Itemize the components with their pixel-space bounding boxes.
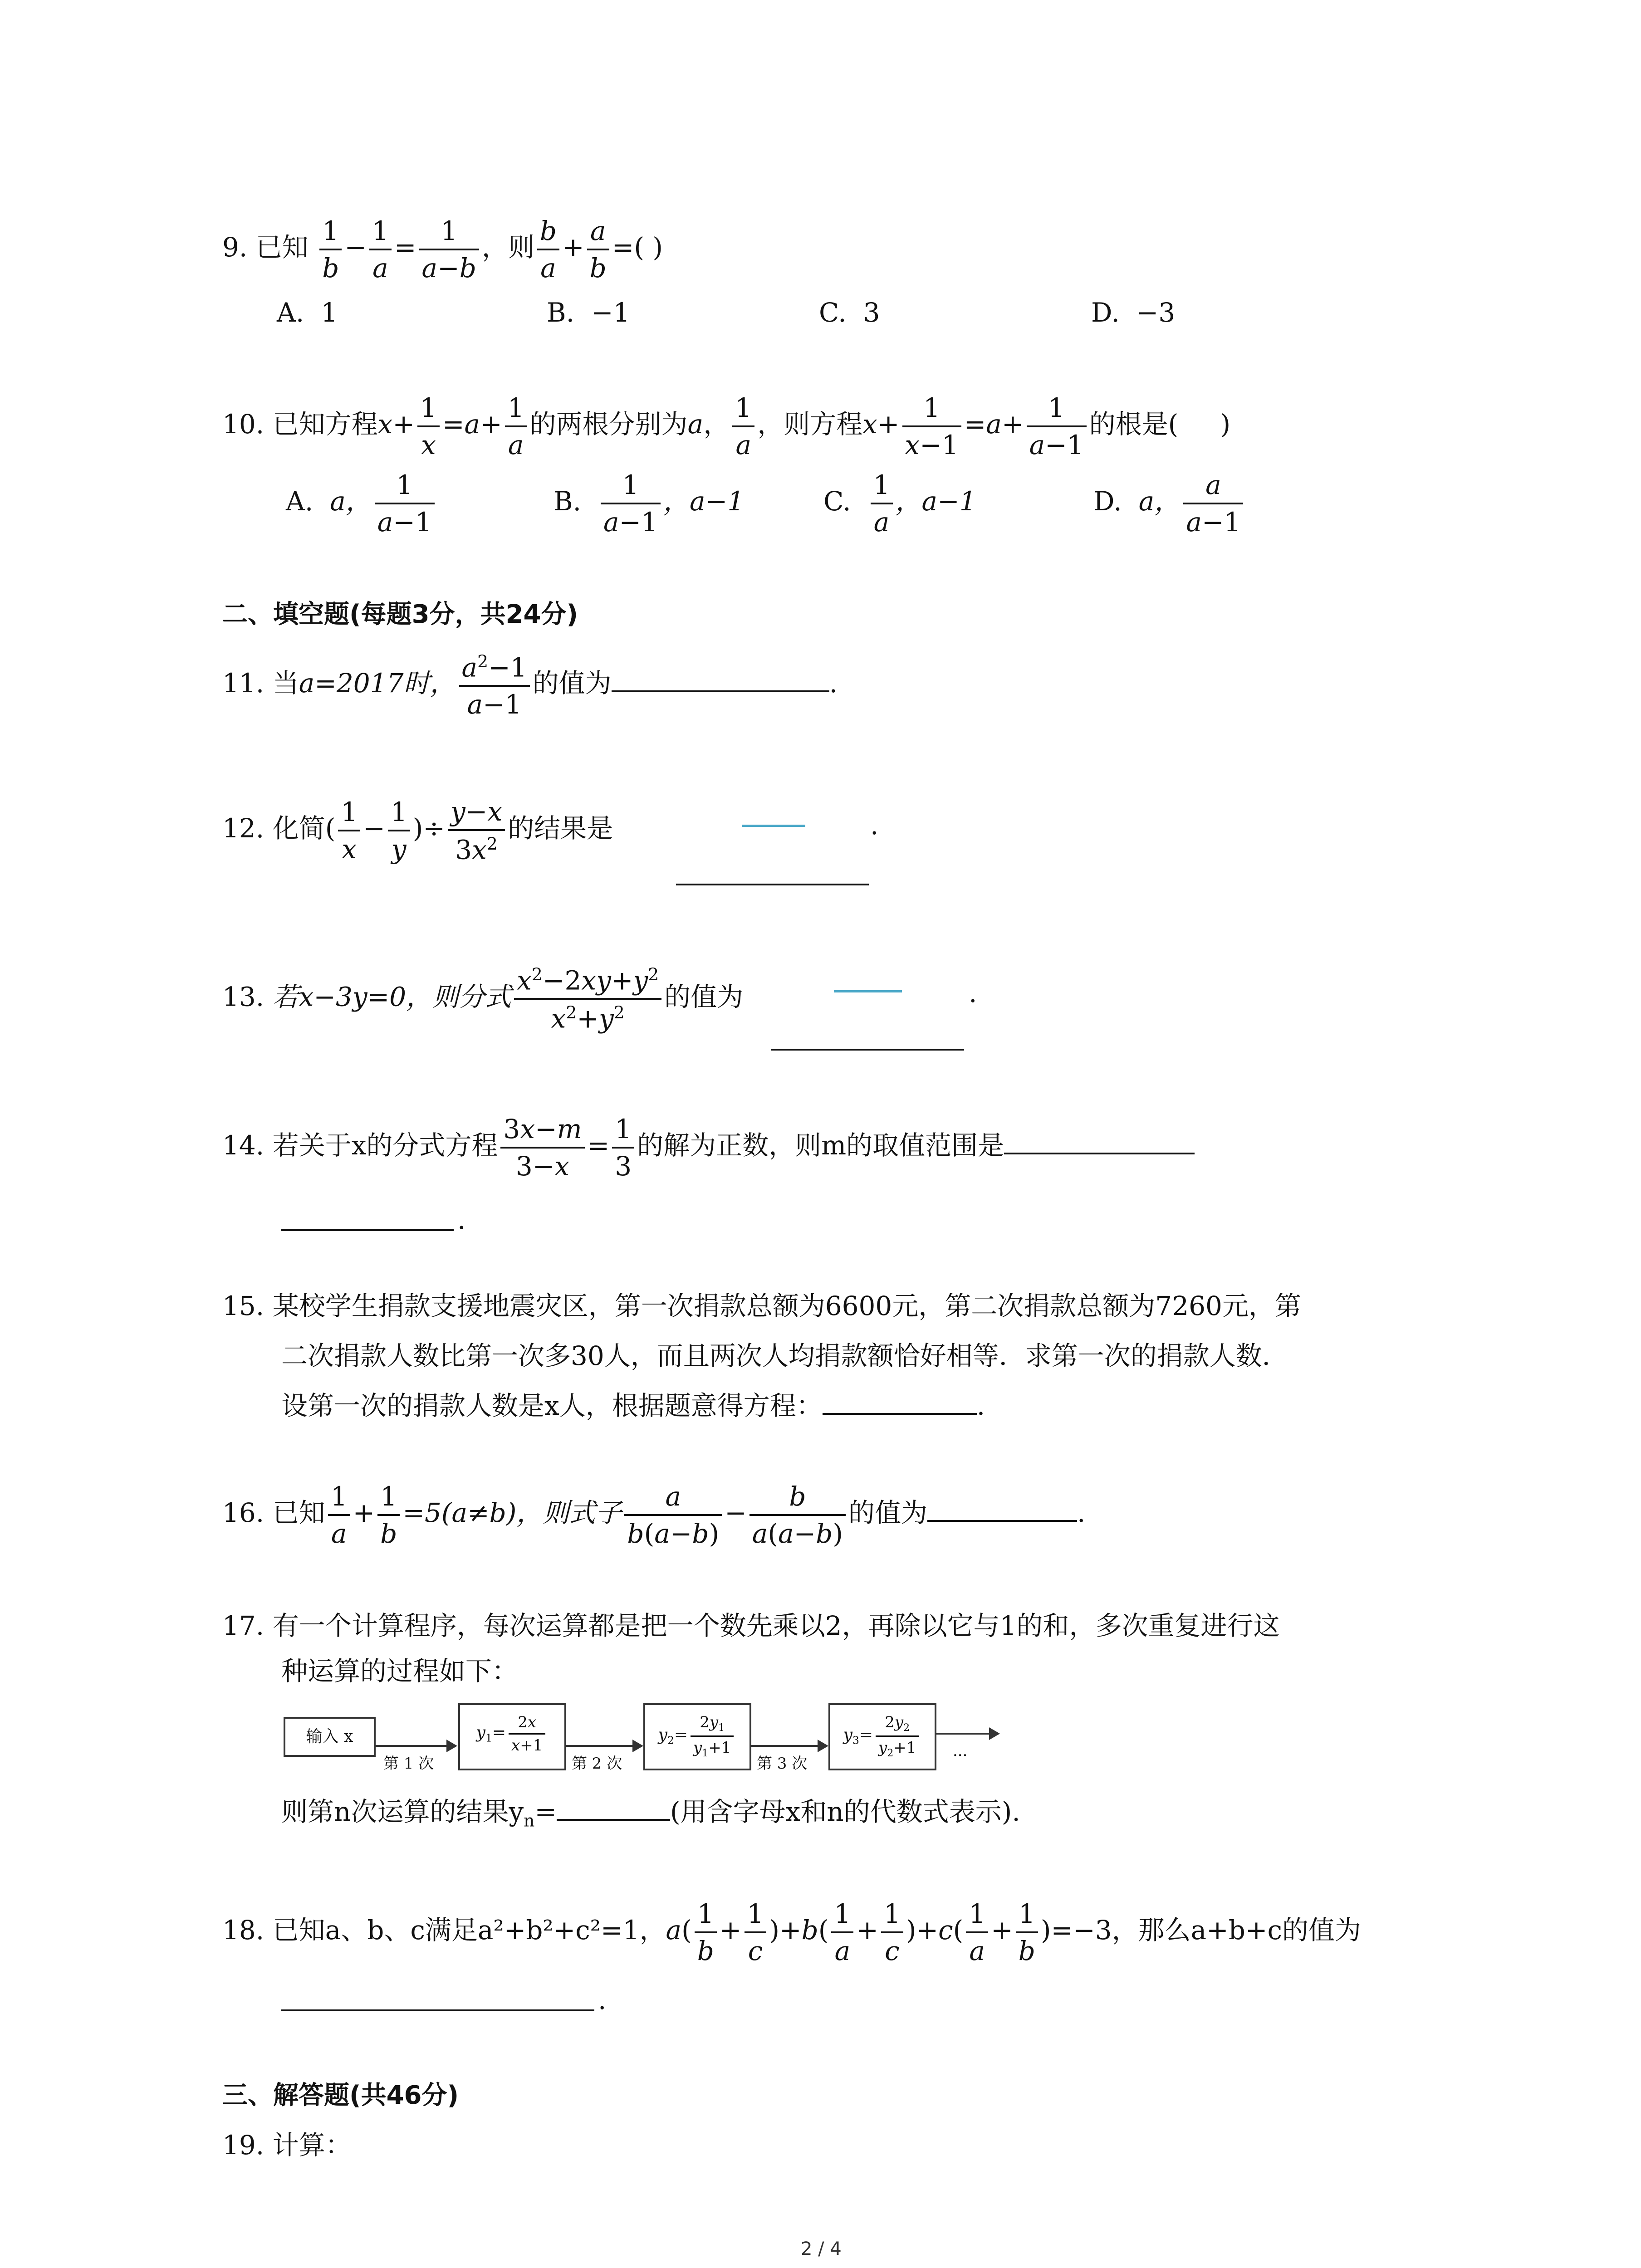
question-text: 的值为 <box>848 1497 928 1529</box>
question-14: 14. 若关于x的分式方程 $\frac{3x-m}{3-x}$ = $\frac{1}{3}$ 的解为正数，则m的取值范围是 <box>222 1116 1195 1179</box>
question-number: 9. <box>222 232 248 263</box>
page-number: 2 / 4 <box>801 2239 842 2259</box>
question-13 <box>222 966 743 1032</box>
fraction: $\frac{1}{c}$ <box>881 1901 903 1964</box>
question-text: 有一个计算程序，每次运算都是把一个数先乘以2，再除以它与1的和，多次重复进行这 <box>272 1610 1280 1641</box>
question-text: 的解为正数，则m的取值范围是 <box>637 1130 1004 1161</box>
fraction: $\frac{1}{b}$ <box>695 1901 717 1964</box>
question-15 <box>222 1290 1301 1321</box>
fraction: $\frac{1}{a}$ <box>966 1901 988 1964</box>
option-value: a， <box>1138 486 1181 517</box>
flow-box-1: $y_1=$ $\frac{2x}{x+1}$ <box>458 1703 566 1770</box>
question-text: 设第一次的捐款人数是x人，根据题意得方程： <box>281 1390 823 1421</box>
flow-box-2: $y_2=$ $\frac{2y_1}{y_1+1}$ <box>643 1703 751 1770</box>
fraction: $\frac{1}{x}$ <box>338 799 360 862</box>
question-text: ) <box>1220 409 1231 440</box>
fraction: $\frac{1}{b}$ <box>377 1483 400 1547</box>
fraction: $\frac{a^2-1}{a-1}$ <box>459 653 530 718</box>
fraction: $\frac{y-x}{3x^2}$ <box>448 798 505 863</box>
flow-input-label: 输入 x <box>306 1727 353 1746</box>
answer-blank <box>927 1515 1077 1522</box>
question-end-mark: . <box>598 1984 607 2015</box>
fraction: $\frac{1}{y}$ <box>388 799 410 862</box>
option-label: B. <box>547 297 575 328</box>
question-text: 的根是( <box>1089 409 1179 440</box>
flow-input-box <box>284 1717 376 1757</box>
fraction: $\frac{1}{a-b}$ <box>419 218 479 281</box>
fraction: $\frac{1}{x}$ <box>417 395 440 458</box>
flow-arrow <box>935 1733 998 1735</box>
option-label: C. <box>819 297 847 328</box>
question-number: 19. <box>222 2130 265 2160</box>
option-label: A. <box>277 297 304 328</box>
option-b <box>554 469 745 538</box>
question-15-line3 <box>281 1390 985 1421</box>
question-16: 16. 已知 $\frac{1}{a}$ + $\frac{1}{b}$ =5(a≠b)，则式子 $\frac{a}{b(a-b)}$ − $\frac{b}{a(a-b)}$ 的值为 . <box>222 1481 1086 1549</box>
fraction: $\frac{1}{a-1}$ <box>601 472 661 535</box>
question-text: . <box>976 1390 985 1421</box>
question-text: 若x−3y=0，则分式 <box>272 981 512 1012</box>
section-heading: 三、解答题(共46分) <box>222 2081 459 2110</box>
question-text: 已知 <box>255 232 309 263</box>
fraction: $\frac{a}{b(a-b)}$ <box>624 1483 722 1547</box>
question-text: . <box>829 668 838 699</box>
fraction: $\frac{1}{a}$ <box>369 218 392 281</box>
question-text: a=2017时， <box>299 668 456 699</box>
option-a <box>286 469 437 538</box>
question-text: 则第n次运算的结果y <box>281 1796 524 1827</box>
question-text: ，则方程 <box>757 409 863 440</box>
subscript: n <box>524 1810 535 1831</box>
question-text: 的值为 <box>532 668 612 699</box>
question-number: 12. <box>222 813 265 844</box>
fraction: $\frac{1}{a-1}$ <box>1027 395 1087 458</box>
answer-mark <box>834 990 902 992</box>
flow-box-3: $y_3=$ $\frac{2y_2}{y_2+1}$ <box>828 1703 936 1770</box>
question-text: )=−3，那么a+b+c的值为 <box>1040 1915 1361 1946</box>
question-10: 10. 已知方程x+ $\frac{1}{x}$ =a+ $\frac{1}{a}$ 的两根分别为a， $\frac{1}{a}$ ，则方程x+ $\frac{1}{x-1}$ =a+ $\frac{1}{a-1}$ 的根是( ) <box>222 392 1231 460</box>
question-text: 当 <box>272 668 299 699</box>
option-label: A. <box>286 486 314 517</box>
question-text: =5(a≠b)，则式子 <box>402 1497 622 1529</box>
question-number: 13. <box>222 981 265 1012</box>
flow-step-label: 第 1 次 <box>383 1755 434 1773</box>
question-17-line2: 种运算的过程如下： <box>281 1656 519 1686</box>
option-label: B. <box>554 486 582 517</box>
answer-mark <box>742 825 805 827</box>
fraction: $\frac{b}{a}$ <box>537 218 559 281</box>
question-text: 的值为 <box>664 981 744 1012</box>
answer-blank <box>612 686 829 692</box>
fraction: $\frac{1}{b}$ <box>1016 1901 1038 1964</box>
fraction: $\frac{x^2-2xy+y^2}{x^2+y^2}$ <box>514 966 661 1032</box>
option-value: −1 <box>591 297 630 328</box>
option-label: D. <box>1091 297 1120 328</box>
question-text: 计算： <box>272 2130 352 2160</box>
question-text: 某校学生捐款支援地震灾区，第一次捐款总额为6600元，第二次捐款总额为7260元，第 <box>272 1290 1301 1321</box>
fraction: $\frac{a}{b}$ <box>587 218 609 281</box>
question-19 <box>222 2132 352 2158</box>
question-end-mark: . <box>969 978 977 1008</box>
fraction: $\frac{1}{a}$ <box>871 472 893 535</box>
answer-blank <box>676 884 869 885</box>
flow-arrow <box>749 1745 827 1747</box>
question-text: . <box>1077 1497 1086 1529</box>
option-label: D. <box>1093 486 1122 517</box>
question-text: (用含字母x和n的代数式表示). <box>670 1796 1020 1827</box>
fraction: $\frac{1}{3}$ <box>612 1116 634 1179</box>
option-d <box>1091 299 1175 326</box>
question-text: =( ) <box>612 232 663 263</box>
question-number: 18. <box>222 1915 265 1946</box>
option-b <box>547 299 630 326</box>
option-label: C. <box>823 486 851 517</box>
answer-blank <box>771 1049 964 1051</box>
fraction: $\frac{b}{a(a-b)}$ <box>749 1483 846 1547</box>
answer-blank <box>281 1229 454 1231</box>
fraction: $\frac{1}{a}$ <box>505 395 527 458</box>
fraction: $\frac{1}{c}$ <box>745 1901 767 1964</box>
fraction: $\frac{1}{a}$ <box>328 1483 350 1547</box>
question-17 <box>222 1610 1280 1641</box>
question-text: 的结果是 <box>508 813 613 844</box>
question-number: 15. <box>222 1290 265 1321</box>
question-number: 16. <box>222 1497 265 1529</box>
fraction: $\frac{1}{a-1}$ <box>375 472 435 535</box>
flow-step-label: 第 2 次 <box>572 1755 622 1773</box>
answer-blank <box>1004 1148 1195 1154</box>
question-number: 11. <box>222 668 265 699</box>
question-text: 已知a、b、c满足a²+b²+c²=1， <box>272 1915 666 1946</box>
question-text: 若关于x的分式方程 <box>272 1130 498 1161</box>
question-number: 14. <box>222 1130 265 1161</box>
section-heading: 二、填空题(每题3分，共24分) <box>222 600 578 629</box>
fraction: $\frac{3x-m}{3-x}$ <box>500 1116 584 1179</box>
option-d <box>1093 469 1246 538</box>
option-a <box>277 299 338 326</box>
fraction: $\frac{1}{a}$ <box>831 1901 853 1964</box>
flow-continuation: ··· <box>953 1746 968 1765</box>
option-value: a， <box>330 486 372 517</box>
fraction: $\frac{1}{a}$ <box>732 395 754 458</box>
question-text: 的两根分别为 <box>529 409 688 440</box>
option-value: ，a−1 <box>895 486 976 517</box>
option-value: 1 <box>321 297 338 328</box>
question-18: 18. 已知a、b、c满足a²+b²+c²=1，a( $\frac{1}{b}$ + $\frac{1}{c}$ )+b( $\frac{1}{a}$ + $\frac{1}{c}$ )+c( $\frac{1}{a}$ + $\frac{1}{b}$ )=−3，那么a+b+c的值为 <box>222 1898 1361 1966</box>
fraction: $\frac{1}{b}$ <box>319 218 342 281</box>
question-end-mark: . <box>457 1204 466 1235</box>
option-c <box>823 469 976 538</box>
option-value: −3 <box>1136 297 1176 328</box>
answer-blank <box>557 1814 670 1821</box>
question-number: 17. <box>222 1610 265 1641</box>
option-c <box>819 299 880 326</box>
flow-arrow <box>564 1745 642 1747</box>
question-text: = <box>534 1796 557 1827</box>
question-9: 9. 已知 $\frac{1}{b}$ − $\frac{1}{a}$ = $\frac{1}{a-b}$ ，则 $\frac{b}{a}$ + $\frac{a}{b}$ =( ) <box>222 215 663 284</box>
option-value: ，a−1 <box>663 486 745 517</box>
option-value: 3 <box>863 297 880 328</box>
flow-step-label: 第 3 次 <box>757 1755 808 1773</box>
question-15-line2: 二次捐款人数比第一次多30人，而且两次人均捐款额恰好相等．求第一次的捐款人数． <box>281 1340 1288 1371</box>
question-text: ，则 <box>481 232 534 263</box>
fraction: $\frac{a}{a-1}$ <box>1183 472 1243 535</box>
question-text: 已知方程 <box>272 409 378 440</box>
question-number: 10. <box>222 409 265 440</box>
question-end-mark: . <box>870 810 879 841</box>
question-text: 化简( <box>272 813 336 844</box>
question-12: 12. 化简( $\frac{1}{x}$ − $\frac{1}{y}$ )÷ $\frac{y-x}{3x^2}$ 的结果是 <box>222 796 613 865</box>
answer-blank <box>823 1408 977 1415</box>
question-17-line3 <box>281 1796 1020 1831</box>
answer-blank <box>281 2009 594 2011</box>
flow-arrow <box>374 1745 456 1747</box>
question-text: 已知 <box>272 1497 325 1529</box>
question-11 <box>222 653 838 718</box>
fraction: $\frac{1}{x-1}$ <box>902 395 961 458</box>
